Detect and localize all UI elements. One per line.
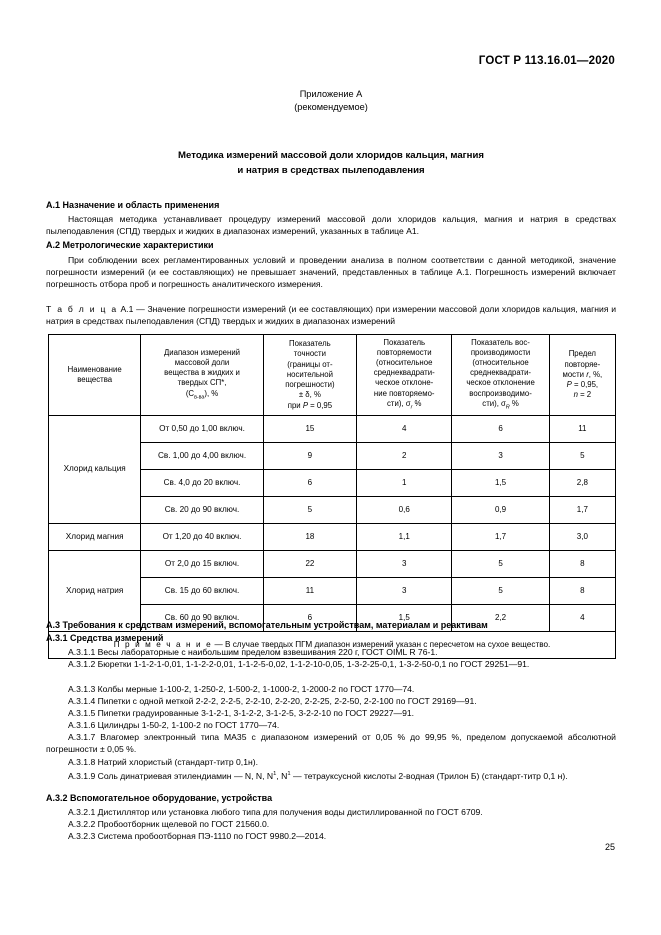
rep-hdr-l4: среднеквадрати- [373,368,435,378]
accuracy-value: 15 [263,416,356,443]
item-a318-wrap [46,756,616,768]
section-a32-heading-wrap [46,793,616,803]
range-value: Св. 4,0 до 20 включ. [141,470,263,497]
item-a311: А.3.1.1 Весы лабораторные с наибольшим пределом взвешивания 220 г, ГОСТ OIML R 76-1. [68,647,438,657]
section-a2-heading: А.2 Метрологические характеристики [46,240,214,250]
acc-hdr-l7a: при [287,400,303,410]
section-a3-heading-wrap [46,620,616,630]
lim-hdr-l3b: , %, [588,369,603,379]
reproducibility-value: 0,9 [452,497,549,524]
repr-hdr-l4: среднеквадрати- [470,368,532,378]
repeatability-value: 0,6 [357,497,452,524]
item-a317: А.3.1.7 Влагомер электронный типа МА35 с диапазоном измерений от 0,05 % до 99,95 %, пределом допускаемой абсолютной погрешности ± 0,05 %. [46,732,616,754]
reproducibility-value: 1,7 [452,524,549,551]
reproducibility-value: 5 [452,551,549,578]
col-header-limit [549,335,615,416]
table-caption-number: А.1 [120,304,134,314]
item-a319-wrap [46,768,616,782]
acc-hdr-l3: (границы от- [287,359,333,369]
section-a31-heading: А.3.1 Средства измерений [46,633,164,643]
item-a318: А.3.1.8 Натрий хлористый (стандарт-титр 0,1н). [68,757,258,767]
table-caption-lead: Т а б л и ц а [46,304,118,314]
accuracy-value: 11 [263,578,356,605]
item-a321-wrap [46,806,616,818]
substance-calcium-chloride: Хлорид кальция [49,416,141,524]
item-a316-wrap [46,719,616,731]
reproducibility-value: 6 [452,416,549,443]
table-row [49,524,616,551]
rep-hdr-l5: ческое отклоне- [375,378,434,388]
repr-hdr-l2: производимости [470,347,531,357]
section-a1-paragraph: Настоящая методика устанавливает процедуру измерений массовой доли хлоридов кальция, магния и натрия в средствах пылеподавления (СПД) твердых и жидких в диапазонах измерений, указанных в таблице А1. [46,214,616,236]
item-a319-sup-2: 1 [287,771,291,777]
item-a312-wrap [46,658,616,670]
acc-hdr-l7-ital: P [302,400,309,410]
col-header-substance: Наименование вещества [49,335,141,416]
range-value: От 2,0 до 15 включ. [141,551,263,578]
repeatability-value: 1,5 [357,605,452,632]
table-a1-wrapper [48,334,616,659]
limit-value: 2,8 [549,470,615,497]
item-a313-wrap [46,683,616,695]
lim-hdr-l4-ital: P [566,380,572,390]
reproducibility-value: 2,2 [452,605,549,632]
lim-hdr-l4b: = 0,95, [571,380,599,390]
annex-label: Приложение А [299,89,363,99]
item-a311-wrap [46,646,616,658]
item-a317-wrap [46,731,616,755]
item-a319-sup-1: 1 [273,771,277,777]
substance-sodium-chloride: Хлорид натрия [49,551,141,632]
section-a31-heading-wrap [46,633,616,643]
limit-value: 8 [549,578,615,605]
rep-hdr-l1: Показатель [383,337,426,347]
limit-value: 5 [549,443,615,470]
acc-hdr-l1: Показатель [289,339,331,349]
limit-value: 3,0 [549,524,615,551]
repeatability-value: 4 [357,416,452,443]
section-a3-heading: А.3 Требования к средствам измерений, вспомогательным устройствам, материалам и реактивам [46,620,488,630]
page-number: 25 [604,842,615,852]
repeatability-value: 2 [357,443,452,470]
range-hdr-l5-sub: в-ва [194,394,205,401]
acc-hdr-l6: ± δ, % [298,390,321,400]
lim-hdr-l5b: = 2 [577,390,592,400]
lim-hdr-l1: Предел [568,349,596,359]
accuracy-value: 6 [263,470,356,497]
table-row [49,416,616,443]
rep-hdr-l3: (относительное [376,357,433,367]
accuracy-value: 22 [263,551,356,578]
substance-magnesium-chloride: Хлорид магния [49,524,141,551]
item-a312: А.3.1.2 Бюретки 1-1-2-1-0,01, 1-1-2-2-0,01, 1-1-2-5-0,02, 1-1-2-10-0,05, 1-3-2-25-0,1, 1-3-2-50-0,1 по ГОСТ 29251—91. [68,659,530,669]
limit-value: 11 [549,416,615,443]
col-header-accuracy [263,335,356,416]
repr-hdr-l3: (относительное [472,357,529,367]
section-a2-heading-wrap [46,240,616,250]
repr-hdr-l7a: сти), σ [482,398,506,408]
item-a315: А.3.1.5 Пипетки градуированные 3-1-2-1, 3-1-2-2, 3-1-2-5, 3-2-2-10 по ГОСТ 29227—91. [68,708,415,718]
section-a1-heading-wrap [46,200,616,210]
item-a316: А.3.1.6 Цилиндры 1-50-2, 1-100-2 по ГОСТ 1770—74. [68,720,280,730]
range-hdr-l2: массовой доли [174,357,230,367]
repeatability-value: 3 [357,551,452,578]
method-title-line-1: Методика измерений массовой доли хлоридов кальция, магния [178,150,484,161]
item-a323: А.3.2.3 Система пробоотборная ПЭ-1110 по ГОСТ 9980.2—2014. [68,831,327,841]
limit-value: 1,7 [549,497,615,524]
range-hdr-l1: Диапазон измерений [163,347,241,357]
rep-hdr-l7a: сти), σ [387,398,411,408]
item-a314: А.3.1.4 Пипетки с одной меткой 2-2-2, 2-2-5, 2-2-10, 2-2-20, 2-2-25, 2-2-50, 2-2-100 по ГОСТ 29169—91. [68,696,477,706]
lim-hdr-l2: повторяе- [564,359,601,369]
col-header-reproducibility [452,335,549,416]
rep-hdr-l7b: % [412,398,422,408]
acc-hdr-l2: точности [293,349,326,359]
repr-hdr-l1: Показатель вос- [471,337,530,347]
range-value: От 0,50 до 1,00 включ. [141,416,263,443]
range-hdr-l5a: (C [185,388,195,398]
table-row [49,551,616,578]
item-a315-wrap [46,707,616,719]
section-a32-heading: А.3.2 Вспомогательное оборудование, устройства [46,793,273,803]
range-value: Св. 1,00 до 4,00 включ. [141,443,263,470]
annex-heading [46,88,616,114]
reproducibility-value: 5 [452,578,549,605]
repeatability-value: 1,1 [357,524,452,551]
item-a321: А.3.2.1 Дистиллятор или установка любого типа для получения воды дистиллированной по ГОСТ 6709. [68,807,483,817]
limit-value: 8 [549,551,615,578]
rep-hdr-l6: ние повторяемо- [373,388,435,398]
reproducibility-value: 1,5 [452,470,549,497]
repeatability-value: 3 [357,578,452,605]
range-hdr-l3: вещества в жидких и [164,368,240,378]
section-a2-paragraph-wrap [46,254,616,290]
accuracy-value: 9 [263,443,356,470]
item-a319-mid: , N [276,770,288,781]
method-title-line-2: и натрия в средствах пылеподавления [237,165,425,176]
col-header-repeatability [357,335,452,416]
lim-hdr-l5-ital: n [573,390,578,400]
repr-hdr-l6: воспроизводимо- [469,388,532,398]
repr-hdr-l7b: % [509,398,519,408]
repeatability-value: 1 [357,470,452,497]
table-header-row [49,335,616,416]
repr-hdr-l7-sub: R [505,404,510,411]
accuracy-value: 5 [263,497,356,524]
table-note-text: — В случае твердых ПГМ диапазон измерений указан с пересчетом на сухое вещество. [214,639,551,649]
range-value: Св. 20 до 90 включ. [141,497,263,524]
acc-hdr-l5: погрешности) [285,380,335,390]
table-head [49,335,616,416]
annex-status: (рекомендуемое) [294,102,368,112]
acc-hdr-l7b: = 0,95 [308,400,333,410]
table-note-lead: П р и м е ч а н и е [113,639,213,649]
section-a1-paragraph-wrap [46,213,616,237]
standard-number-header: ГОСТ Р 113.16.01—2020 [478,55,615,67]
range-value: Св. 60 до 90 включ. [141,605,263,632]
lim-hdr-l3a: мости [562,369,587,379]
range-value: Св. 15 до 60 включ. [141,578,263,605]
acc-hdr-l4: носительной [286,369,333,379]
table-caption-text: — Значение погрешности измерений (и ее составляющих) при измерении массовой доли хлоридов кальция, магния и натрия в средствах пылеподавления (СПД) твердых и жидких в диапазонах измерений [46,304,617,326]
item-a313: А.3.1.3 Колбы мерные 1-100-2, 1-250-2, 1-500-2, 1-1000-2, 1-2000-2 по ГОСТ 1770—74. [68,684,415,694]
table-caption-wrap [46,303,616,327]
section-a2-paragraph: При соблюдении всех регламентированных условий и проведении анализа в полном соответствии с данной методикой, значение погрешности измерений (и ее составляющих) не превышает значений, представленных в таблице А.1. Погрешность измерений включает погрешность отбора проб и погрешность аналитического измерения. [46,255,616,289]
item-a319-suffix: — тетрауксусной кислоты 2-водная (Трилон Б) (стандарт-титр 0,1 н). [290,770,568,781]
item-a322-wrap [46,818,616,830]
item-a319 [46,768,616,782]
accuracy-value: 6 [263,605,356,632]
range-value: От 1,20 до 40 включ. [141,524,263,551]
table-a1 [48,334,616,659]
accuracy-value: 18 [263,524,356,551]
rep-hdr-l2: повторяемости [376,347,432,357]
section-a1-heading: А.1 Назначение и область применения [46,200,220,210]
range-hdr-l5b: ), % [204,388,219,398]
reproducibility-value: 3 [452,443,549,470]
item-a322: А.3.2.2 Пробоотборник щелевой по ГОСТ 21560.0. [68,819,270,829]
method-title [46,148,616,178]
item-a319-prefix: А.3.1.9 Соль динатриевая этилендиамин — N, N, N [68,770,274,781]
item-a314-wrap [46,695,616,707]
col-header-range [141,335,263,416]
limit-value: 4 [549,605,615,632]
item-a323-wrap [46,830,616,842]
repr-hdr-l5: ческое отклонение [466,378,535,388]
range-hdr-l4: твердых СП*, [177,378,227,388]
table-caption [46,303,616,327]
lim-hdr-l3-ital: r [586,369,589,379]
rep-hdr-l7-sub: r [410,404,413,411]
